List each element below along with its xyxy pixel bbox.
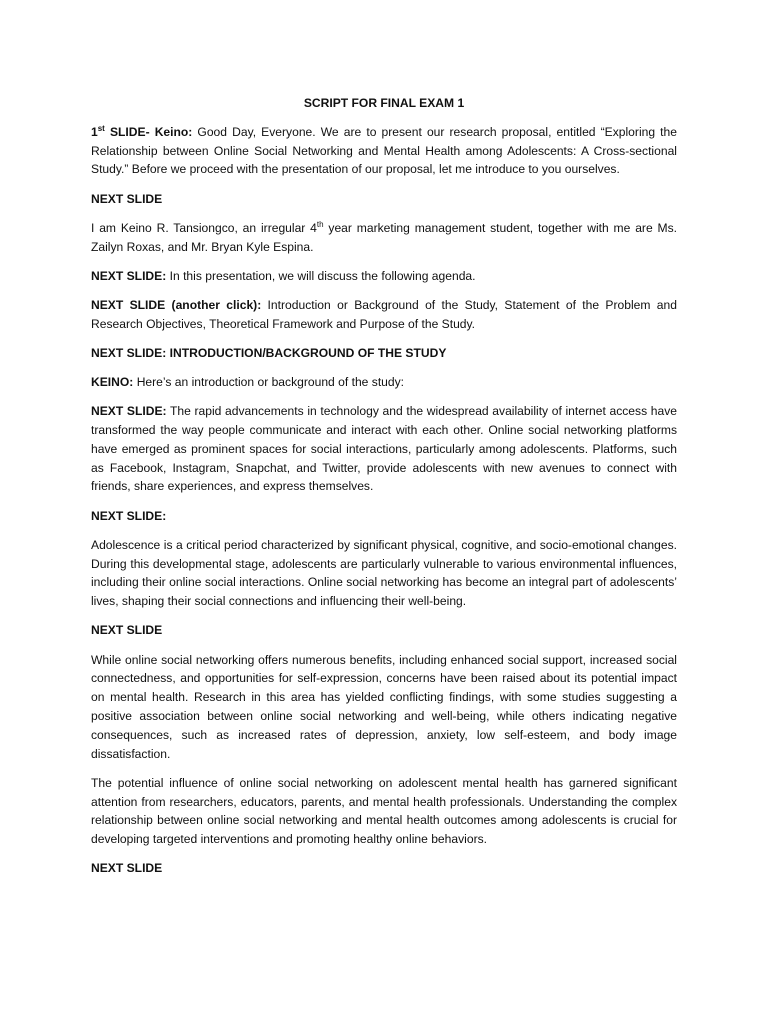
paragraph-text: While online social networking offers numerous benefits, including enhanced social support, increased social connectedness, and opportunities for self-expression, concerns have been raised about its potential impact on mental health. Research in this area has yielded conflicting findings, with some studies suggesting a positive association between online social networking and well-being, while others indicating negative consequences, such as increased rates of depression, anxiety, low self-esteem, and body image dissatisfaction. xyxy=(91,652,677,761)
slide-label: NEXT SLIDE xyxy=(91,623,163,638)
paragraph-benefits xyxy=(91,651,677,764)
paragraph-text: Good Day, Everyone. We are to present our research proposal, entitled “Exploring the Relationship between Online Social Networking and Mental Health among Adolescents: A Cross-sectional Study.” Before we proceed with the presentation of our proposal, let me introduce to you ourselves. xyxy=(91,124,677,177)
paragraph-first-slide xyxy=(91,123,677,179)
paragraph-text: year marketing management student, together with me are Ms. Zailyn Roxas, and Mr. Bryan Kyle Espina. xyxy=(91,220,677,254)
document-title: SCRIPT FOR FINAL EXAM 1 xyxy=(303,96,465,110)
paragraph-technology xyxy=(91,402,677,496)
paragraph-section-heading xyxy=(91,344,677,363)
paragraph-next-slide xyxy=(91,190,677,209)
speaker-label: KEINO: xyxy=(91,375,134,390)
slide-label: NEXT SLIDE: xyxy=(91,268,167,283)
slide-label: NEXT SLIDE: xyxy=(91,404,167,419)
paragraph-next-slide xyxy=(91,621,677,640)
ordinal-suffix: th xyxy=(316,219,324,229)
paragraph-text: I am Keino R. Tansiongco, an irregular 4 xyxy=(91,220,317,235)
paragraph-text: Adolescence is a critical period characterized by significant physical, cognitive, and socio-emotional changes. During this developmental stage, adolescents are particularly vulnerable to various environmental influences, including their online social interactions. Online social networking has become an integral part of adolescents’ lives, shaping their social connections and influencing their well-being. xyxy=(91,537,677,609)
slide-number: 1 xyxy=(91,124,98,139)
slide-label: SLIDE- Keino: xyxy=(104,124,193,139)
paragraph-text: Introduction or Background of the Study, Statement of the Problem and Research Objectives, Theoretical Framework and Purpose of the Study. xyxy=(91,297,677,331)
slide-label: NEXT SLIDE xyxy=(91,861,163,876)
paragraph-text: The potential influence of online social networking on adolescent mental health has garnered significant attention from researchers, educators, parents, and mental health professionals. Understanding the complex relationship between online social networking and mental health outcomes among adolescents is crucial for developing targeted interventions and promoting healthy online behaviors. xyxy=(91,775,677,847)
paragraph-next-slide xyxy=(91,507,677,526)
paragraph-keino-intro xyxy=(91,373,677,392)
paragraph-text: Here’s an introduction or background of the study: xyxy=(133,375,405,390)
paragraph-text: In this presentation, we will discuss the following agenda. xyxy=(166,268,476,283)
document-page xyxy=(91,94,677,889)
paragraph-next-slide xyxy=(91,859,677,878)
paragraph-adolescence xyxy=(91,536,677,611)
paragraph-text: The rapid advancements in technology and the widespread availability of internet access have transformed the way people communicate and interact with each other. Online social networking platforms have emerged as prominent spaces for social interactions, particularly among adolescents. Platforms, such as Facebook, Instagram, Snapchat, and Twitter, provide adolescents with new avenues to connect with friends, share experiences, and express themselves. xyxy=(91,404,677,494)
slide-label: NEXT SLIDE xyxy=(91,191,163,206)
paragraph-introduction xyxy=(91,219,677,257)
paragraph-agenda xyxy=(91,267,677,286)
slide-label: NEXT SLIDE (another click): xyxy=(91,297,262,312)
slide-label: NEXT SLIDE: xyxy=(91,508,167,523)
ordinal-suffix: st xyxy=(97,123,105,133)
paragraph-agenda-items xyxy=(91,296,677,334)
paragraph-potential-influence xyxy=(91,774,677,849)
slide-label: NEXT SLIDE: INTRODUCTION/BACKGROUND OF THE STUDY xyxy=(91,345,447,360)
